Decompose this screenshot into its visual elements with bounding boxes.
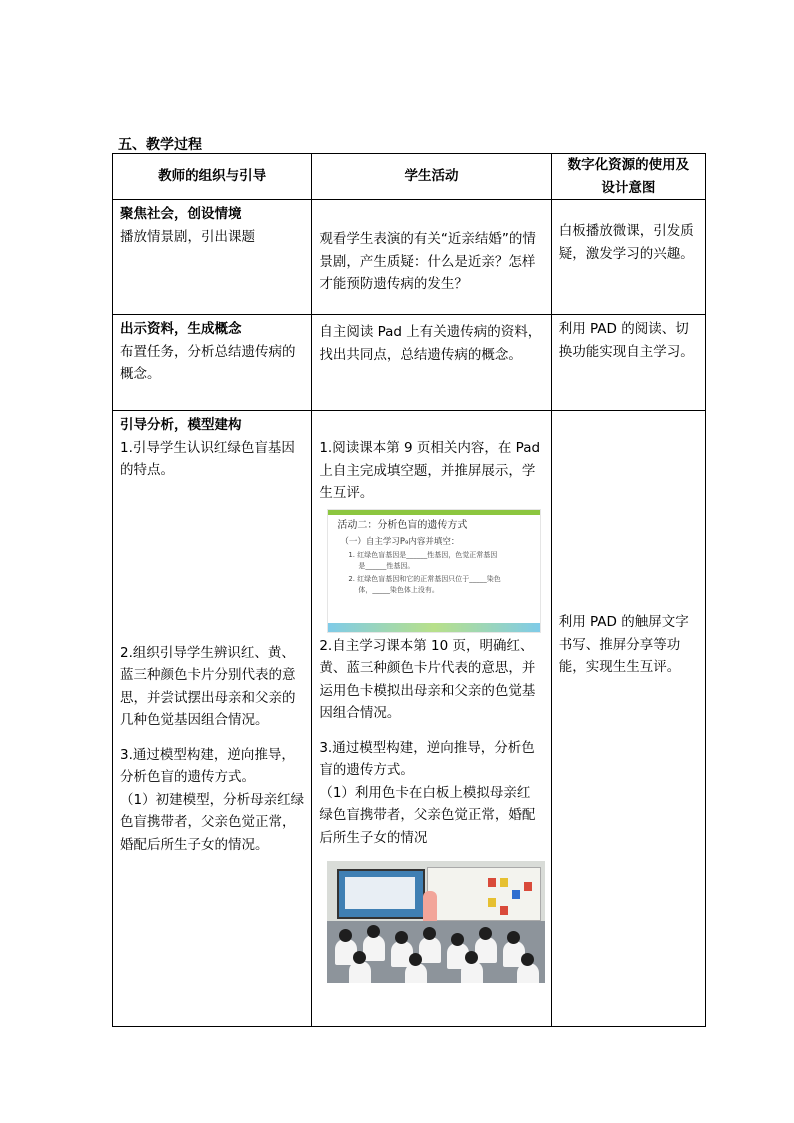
- row3-teacher-title: 引导分析，模型建构: [120, 417, 242, 433]
- slide-question1b: 是______性基因。: [358, 561, 415, 570]
- activity-slide-image: [327, 509, 541, 633]
- row1-teacher-title: 聚焦社会，创设情境: [120, 206, 242, 222]
- table-header-row: [113, 154, 706, 200]
- slide-question2b: 体，_____染色体上没有。: [358, 585, 439, 594]
- table-row: [113, 200, 706, 315]
- row1-resource-text: 白板播放微课，引发质疑，激发学习的兴趣。: [558, 223, 694, 262]
- slide-subtitle: （一）自主学习P₉内容并填空：: [340, 536, 460, 547]
- row1-teacher-text: 播放情景剧，引出课题: [120, 228, 255, 245]
- row3-teacher-step4: （1）初建模型，分析母亲红绿色盲携带者，父亲色觉正常，婚配后所生子女的情况。: [120, 791, 305, 853]
- header-resource-line2: 设计意图: [601, 179, 656, 196]
- row3-resource-text: 利用 PAD 的触屏文字书写、推屏分享等功能，实现生生互评。: [558, 614, 689, 675]
- header-resource-line1: 数字化资源的使用及: [567, 157, 690, 173]
- slide-title: 活动二：分析色盲的遗传方式: [337, 519, 468, 531]
- row3-teacher-step2: 2.组织引导学生辨识红、黄、蓝三种颜色卡片分别代表的意思，并尝试摆出母亲和父亲的几种色觉基因组合情况。: [120, 644, 296, 728]
- row2-student-text: 自主阅读 Pad 上有关遗传病的资料，找出共同点，总结遗传病的概念。: [319, 324, 542, 363]
- slide-bottom-bar: [328, 623, 540, 632]
- teaching-process-table: [112, 153, 706, 1027]
- row3-teacher-step3: 3.通过模型构建，逆向推导，分析色盲的遗传方式。: [120, 746, 295, 785]
- section-title: 五、教学过程: [118, 137, 202, 153]
- table-row: [113, 315, 706, 411]
- row2-resource-text: 利用 PAD 的阅读、切换功能实现自主学习。: [558, 321, 694, 360]
- photo-teacher: [423, 891, 437, 925]
- classroom-photo: [327, 861, 545, 983]
- row3-student-step4: （1）利用色卡在白板上模拟母亲红绿色盲携带者，父亲色觉正常，婚配后所生子女的情况: [319, 784, 536, 846]
- slide-question2a: 2. 红绿色盲基因和它的正常基因只位于_____染色: [348, 574, 501, 583]
- row3-teacher-step1: 1.引导学生认识红绿色盲基因的特点。: [120, 439, 295, 478]
- header-resource: [551, 154, 705, 200]
- row1-student-text: 观看学生表演的有关“近亲结婚”的情景剧，产生质疑：什么是近亲？怎样才能预防遗传病的发生？: [319, 231, 536, 292]
- row3-student-step3: 3.通过模型构建，逆向推导，分析色盲的遗传方式。: [319, 739, 535, 778]
- header-student: 学生活动: [312, 154, 551, 200]
- row2-teacher-title: 出示资料，生成概念: [120, 321, 242, 337]
- row2-teacher-text: 布置任务，分析总结遗传病的概念。: [120, 343, 296, 382]
- slide-question1a: 1. 红绿色盲基因是______性基因，色觉正常基因: [348, 550, 498, 559]
- photo-projector-screen: [337, 869, 425, 919]
- row3-student-step1: 1.阅读课本第 9 页相关内容，在 Pad 上自主完成填空题，并推屏展示，学生互评。: [319, 440, 541, 501]
- row3-student-step2: 2.自主学习课本第 10 页，明确红、黄、蓝三种颜色卡片代表的意思，并运用色卡模拟出母亲和父亲的色觉基因组合情况。: [319, 637, 536, 721]
- photo-whiteboard: [427, 867, 541, 921]
- table-row: [113, 411, 706, 1027]
- slide-top-bar: [328, 510, 540, 515]
- header-teacher: 教师的组织与引导: [113, 154, 312, 200]
